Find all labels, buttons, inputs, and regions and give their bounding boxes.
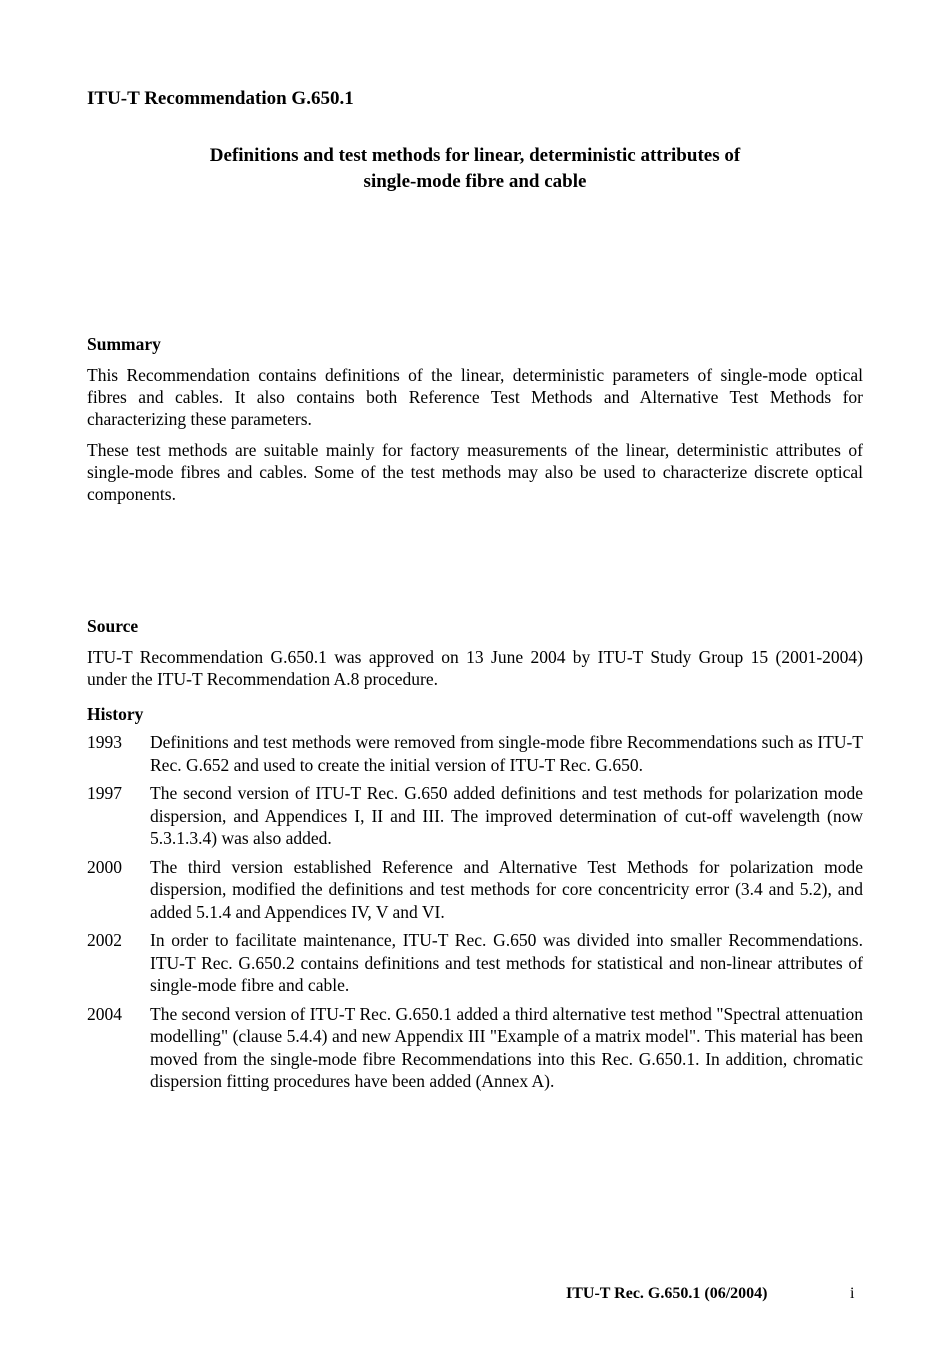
source-section xyxy=(87,616,863,690)
history-entry xyxy=(87,782,863,850)
summary-paragraph: These test methods are suitable mainly for factory measurements of the linear, deterministic attributes of single-mode fibres and cables. Some of the test methods may also be used to characterize discrete optical components. xyxy=(87,440,863,504)
history-year: 2004 xyxy=(87,1003,122,1024)
page-number: i xyxy=(850,1285,855,1302)
history-year: 2002 xyxy=(87,930,122,950)
summary-paragraph: This Recommendation contains definitions of the linear, deterministic parameters of single-mode optical fibres and cables. It also contains both Reference Test Methods and Alternative Test Methods for characterizing these parameters. xyxy=(87,365,863,429)
history-entry xyxy=(87,929,863,997)
history-entry xyxy=(87,856,863,924)
history-text: The second version of ITU-T Rec. G.650 added definitions and test methods for polarization mode dispersion, and Appendices I, II and III. The improved determination of cut-off wavelength (now 5.3.1.3.4) was also added. xyxy=(150,783,863,848)
history-text: The second version of ITU-T Rec. G.650.1 added a third alternative test method "Spectral attenuation modelling" (clause 5.4.4) and new Appendix III "Example of a matrix model". This material has been moved from the single-mode fibre Recommendations into this Rec. G.650.1. In addition, chromatic dispersion fitting procedures have been added (Annex A). xyxy=(150,1003,863,1091)
history-entry xyxy=(87,1003,863,1093)
history-year: 1993 xyxy=(87,732,122,752)
source-heading: Source xyxy=(87,616,139,636)
summary-section xyxy=(87,334,863,505)
footer-reference: ITU-T Rec. G.650.1 (06/2004) xyxy=(566,1285,768,1302)
summary-heading: Summary xyxy=(87,334,161,354)
history-heading: History xyxy=(87,704,144,724)
subtitle-line-1: Definitions and test methods for linear, deterministic attributes of xyxy=(209,145,741,166)
subtitle-line-2: single-mode fibre and cable xyxy=(363,171,587,192)
history-text: In order to facilitate maintenance, ITU-T Rec. G.650 was divided into smaller Recommendations. ITU-T Rec. G.650.2 contains definitions and test methods for statistical and non-linear attributes of single-mode fibre and cable. xyxy=(150,930,863,995)
history-year: 2000 xyxy=(87,856,122,877)
document-subtitle xyxy=(87,143,863,195)
history-entry xyxy=(87,731,863,776)
source-paragraph: ITU-T Recommendation G.650.1 was approved on 13 June 2004 by ITU-T Study Group 15 (2001-2004) under the ITU-T Recommendation A.8 procedure. xyxy=(87,647,863,689)
history-text: The third version established Reference and Alternative Test Methods for polarization mode dispersion, modified the definitions and test methods for core concentricity error (3.4 and 5.2), and added 5.1.4 and Appendices IV, V and VI. xyxy=(150,856,863,922)
history-year: 1997 xyxy=(87,783,122,803)
document-title: ITU-T Recommendation G.650.1 xyxy=(87,88,354,109)
history-section xyxy=(87,704,863,1099)
history-text: Definitions and test methods were removed from single-mode fibre Recommendations such as ITU-T Rec. G.652 and used to create the initial version of ITU-T Rec. G.650. xyxy=(150,732,863,775)
